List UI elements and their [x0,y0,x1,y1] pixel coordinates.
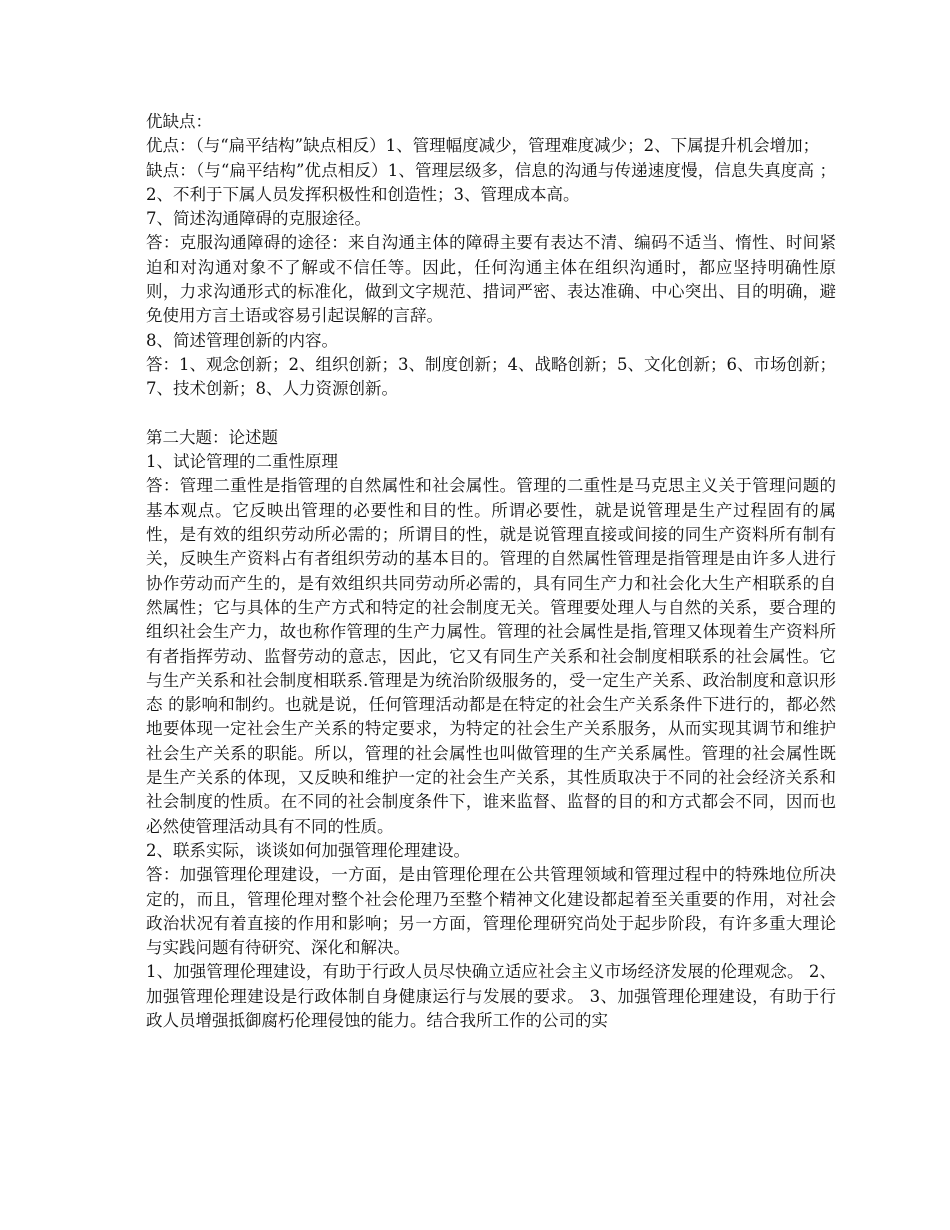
essay-question-2: 2、联系实际，谈谈如何加强管理伦理建设。 [146,840,470,860]
document-body [146,110,836,1033]
section-heading-essay: 第二大题：论述题 [146,427,278,447]
question-7: 7、简述沟通障碍的克服途径。 [146,209,371,229]
essay-answer-2: 答：加强管理伦理建设，一方面，是由管理伦理在公共管理领域和管理过程中的特殊地位所决定的，而且，管理伦理对整个社会伦理乃至整个精神文化建设都起着至关重要的作用，对社会政治状况有着直接的作用和影响；另一方面，管理伦理研究尚处于起步阶段，有许多重大理论与实践问题有待研究、深化和解决。 [146,865,836,958]
blank-line [146,402,836,426]
essay-answer-1: 答：管理二重性是指管理的自然属性和社会属性。管理的二重性是马克思主义关于管理问题的基本观点。它反映出管理的必要性和目的性。所谓必要性，就是说管理是生产过程固有的属性，是有效的组织劳动所必需的；所谓目的性，就是说管理直接或间接的同生产资料所有制有关，反映生产资料占有者组织劳动的基本目的。管理的自然属性管理是指管理是由许多人进行协作劳动而产生的，是有效组织共同劳动所必需的，具有同生产力和社会化大生产相联系的自然属性；它与具体的生产方式和特定的社会制度无关。管理要处理人与自然的关系，要合理的组织社会生产力，故也称作管理的生产力属性。管理的社会属性是指,管理又体现着生产资料所有者指挥劳动、监督劳动的意志，因此，它又有同生产关系和社会制度相联系的社会属性。它与生产关系和社会制度相联系.管理是为统治阶级服务的，受一定生产关系、政治制度和意识形态 的影响和制约。也就是说，任何管理活动都是在特定的社会生产关系条件下进行的，都必然地要体现一定社会生产关系的特定要求，为特定的社会生产关系服务，从而实现其调节和维护社会生产关系的职能。所以，管理的社会属性也叫做管理的生产关系属性。管理的社会属性既是生产关系的体现，又反映和维护一定的社会生产关系，其性质取决于不同的社会经济关系和社会制度的性质。在不同的社会制度条件下，谁来监督、监督的目的和方式都会不同，因而也必然使管理活动具有不同的性质。 [146,476,836,836]
paragraph-advantages: 优点：（与“扁平结构”缺点相反）1、管理幅度减少，管理难度减少；2、下属提升机会增加； [146,136,820,156]
answer-8: 答：1、观念创新；2、组织创新；3、制度创新；4、战略创新；5、文化创新；6、市场创新；7、技术创新；8、人力资源创新。 [146,354,836,399]
question-8: 8、简述管理创新的内容。 [146,330,338,350]
essay-question-1: 1、试论管理的二重性原理 [146,452,338,472]
paragraph-pros-cons-heading: 优缺点： [146,112,212,131]
answer-7: 答：克服沟通障碍的途径：来自沟通主体的障碍主要有表达不清、编码不适当、惰性、时间紧迫和对沟通对象不了解或不信任等。因此，任何沟通主体在组织沟通时，都应坚持明确性原则，力求沟通形式的标准化，做到文字规范、措词严密、表达准确、中心突出、目的明确，避免使用方言土语或容易引起误解的言辞。 [146,233,836,326]
essay-answer-2-points: 1、加强管理伦理建设，有助于行政人员尽快确立适应社会主义市场经济发展的伦理观念。 2、加强管理伦理建设是行政体制自身健康运行与发展的要求。 3、加强管理伦理建设，有助于行政人员增强抵御腐朽伦理侵蚀的能力。结合我所工作的公司的实 [146,962,836,1030]
paragraph-disadvantages: 缺点：（与“扁平结构”优点相反）1、管理层级多，信息的沟通与传递速度慢，信息失真度高 ；2、不利于下属人员发挥积极性和创造性；3、管理成本高。 [146,160,836,204]
